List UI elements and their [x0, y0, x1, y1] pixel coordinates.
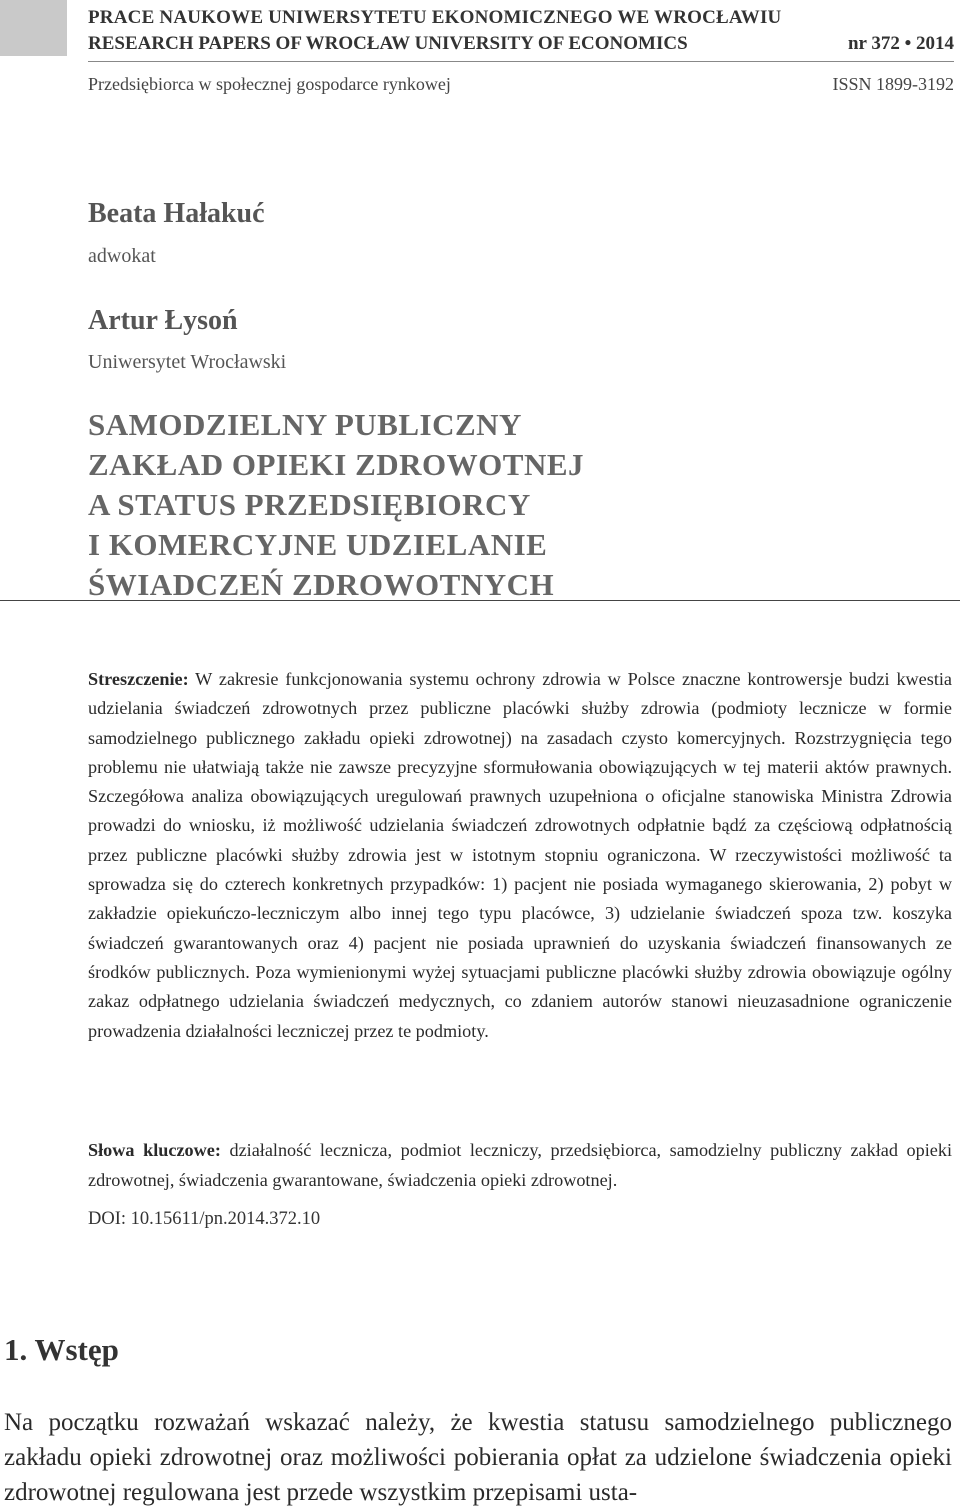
header-gray-block [0, 0, 67, 56]
author-name: Beata Hałakuć [88, 198, 265, 229]
article-title [88, 405, 584, 605]
abstract [88, 665, 952, 1046]
journal-title-pl: PRACE NAUKOWE UNIWERSYTETU EKONOMICZNEGO WE WROCŁAWIU [88, 7, 782, 28]
title-line: ŚWIADCZEŃ ZDROWOTNYCH [88, 567, 555, 602]
keywords [88, 1136, 952, 1195]
author-affiliation: Uniwersytet Wrocławski [88, 351, 287, 373]
issue-number: nr 372 • 2014 [847, 33, 954, 54]
header-rule [88, 61, 954, 62]
author-name: Artur Łysoń [88, 305, 238, 336]
journal-title-en: RESEARCH PAPERS OF WROCŁAW UNIVERSITY OF ECONOMICS [88, 33, 688, 54]
doi: DOI: 10.15611/pn.2014.372.10 [88, 1209, 321, 1229]
title-line: A STATUS PRZEDSIĘBIORCY [88, 487, 531, 522]
body-paragraph: Na początku rozważań wskazać należy, że kwestia statusu samodzielnego publicznego zakładu opieki zdrowotnej oraz możliwości pobierania opłat za udzielone świadczenia opieki zdrowotnej regulowana jest przede wszystkim przepisami usta- [4, 1409, 952, 1506]
keywords-text: działalność lecznicza, podmiot leczniczy, przedsiębiorca, samodzielny publiczny zakład opieki zdrowotnej, świadczenia gwarantowane, świadczenia opieki zdrowotnej. [88, 1140, 952, 1190]
title-line: I KOMERCYJNE UDZIELANIE [88, 527, 548, 562]
title-rule [0, 600, 960, 601]
title-line: ZAKŁAD OPIEKI ZDROWOTNEJ [88, 447, 585, 482]
issn: ISSN 1899-3192 [832, 74, 954, 94]
abstract-text: W zakresie funkcjonowania systemu ochrony zdrowia w Polsce znaczne kontrowersje budzi kwestia udzielania świadczeń zdrowotnych przez publiczne placówki służby zdrowia (podmioty lecznicze w formie samodzielnego publicznego zakładu opieki zdrowotnej) na zasadach czysto komercyjnych. Rozstrzygnięcia tego problemu nie ułatwiają także nie zawsze precyzyjne sformułowania obowiązujących w tej materii aktów prawnych. Szczegółowa analiza obowiązujących uregulowań prawnych uzupełniona o oficjalne stanowiska Ministra Zdrowia prowadzi do wniosku, iż możliwość udzielania świadczeń zdrowotnych odpłatnie bądź za częściową odpłatnością przez publiczne placówki służby zdrowia jest w istotnym stopniu ograniczona. W rzeczywistości możliwość ta sprowadza się do czterech konkretnych przypadków: 1) pacjent nie posiada wymaganego skierowania, 2) pobyt w zakładzie opiekuńczo-leczniczym albo innej tego typu placówce, 3) udzielanie świadczeń spoza tzw. koszyka świadczeń gwarantowanych oraz 4) pacjent nie posiada uprawnień do uzyskania świadczeń finansowanych ze środków publicznych. Poza wymienionymi wyżej sytuacjami publiczne placówki służby zdrowia obowiązuje ogólny zakaz odpłatnego udzielania świadczeń medycznych, co zdaniem autorów stanowi nieuzasadnione ograniczenie prowadzenia działalności leczniczej przez te podmioty. [88, 669, 952, 1041]
abstract-label: Streszczenie: [88, 669, 189, 689]
section-heading: 1. Wstęp [4, 1332, 119, 1367]
title-line: SAMODZIELNY PUBLICZNY [88, 407, 522, 442]
journal-title-en-row [88, 32, 954, 56]
series-row [88, 72, 954, 96]
author-affiliation: adwokat [88, 245, 156, 267]
series-title: Przedsiębiorca w społecznej gospodarce rynkowej [88, 74, 451, 94]
keywords-label: Słowa kluczowe: [88, 1140, 221, 1160]
